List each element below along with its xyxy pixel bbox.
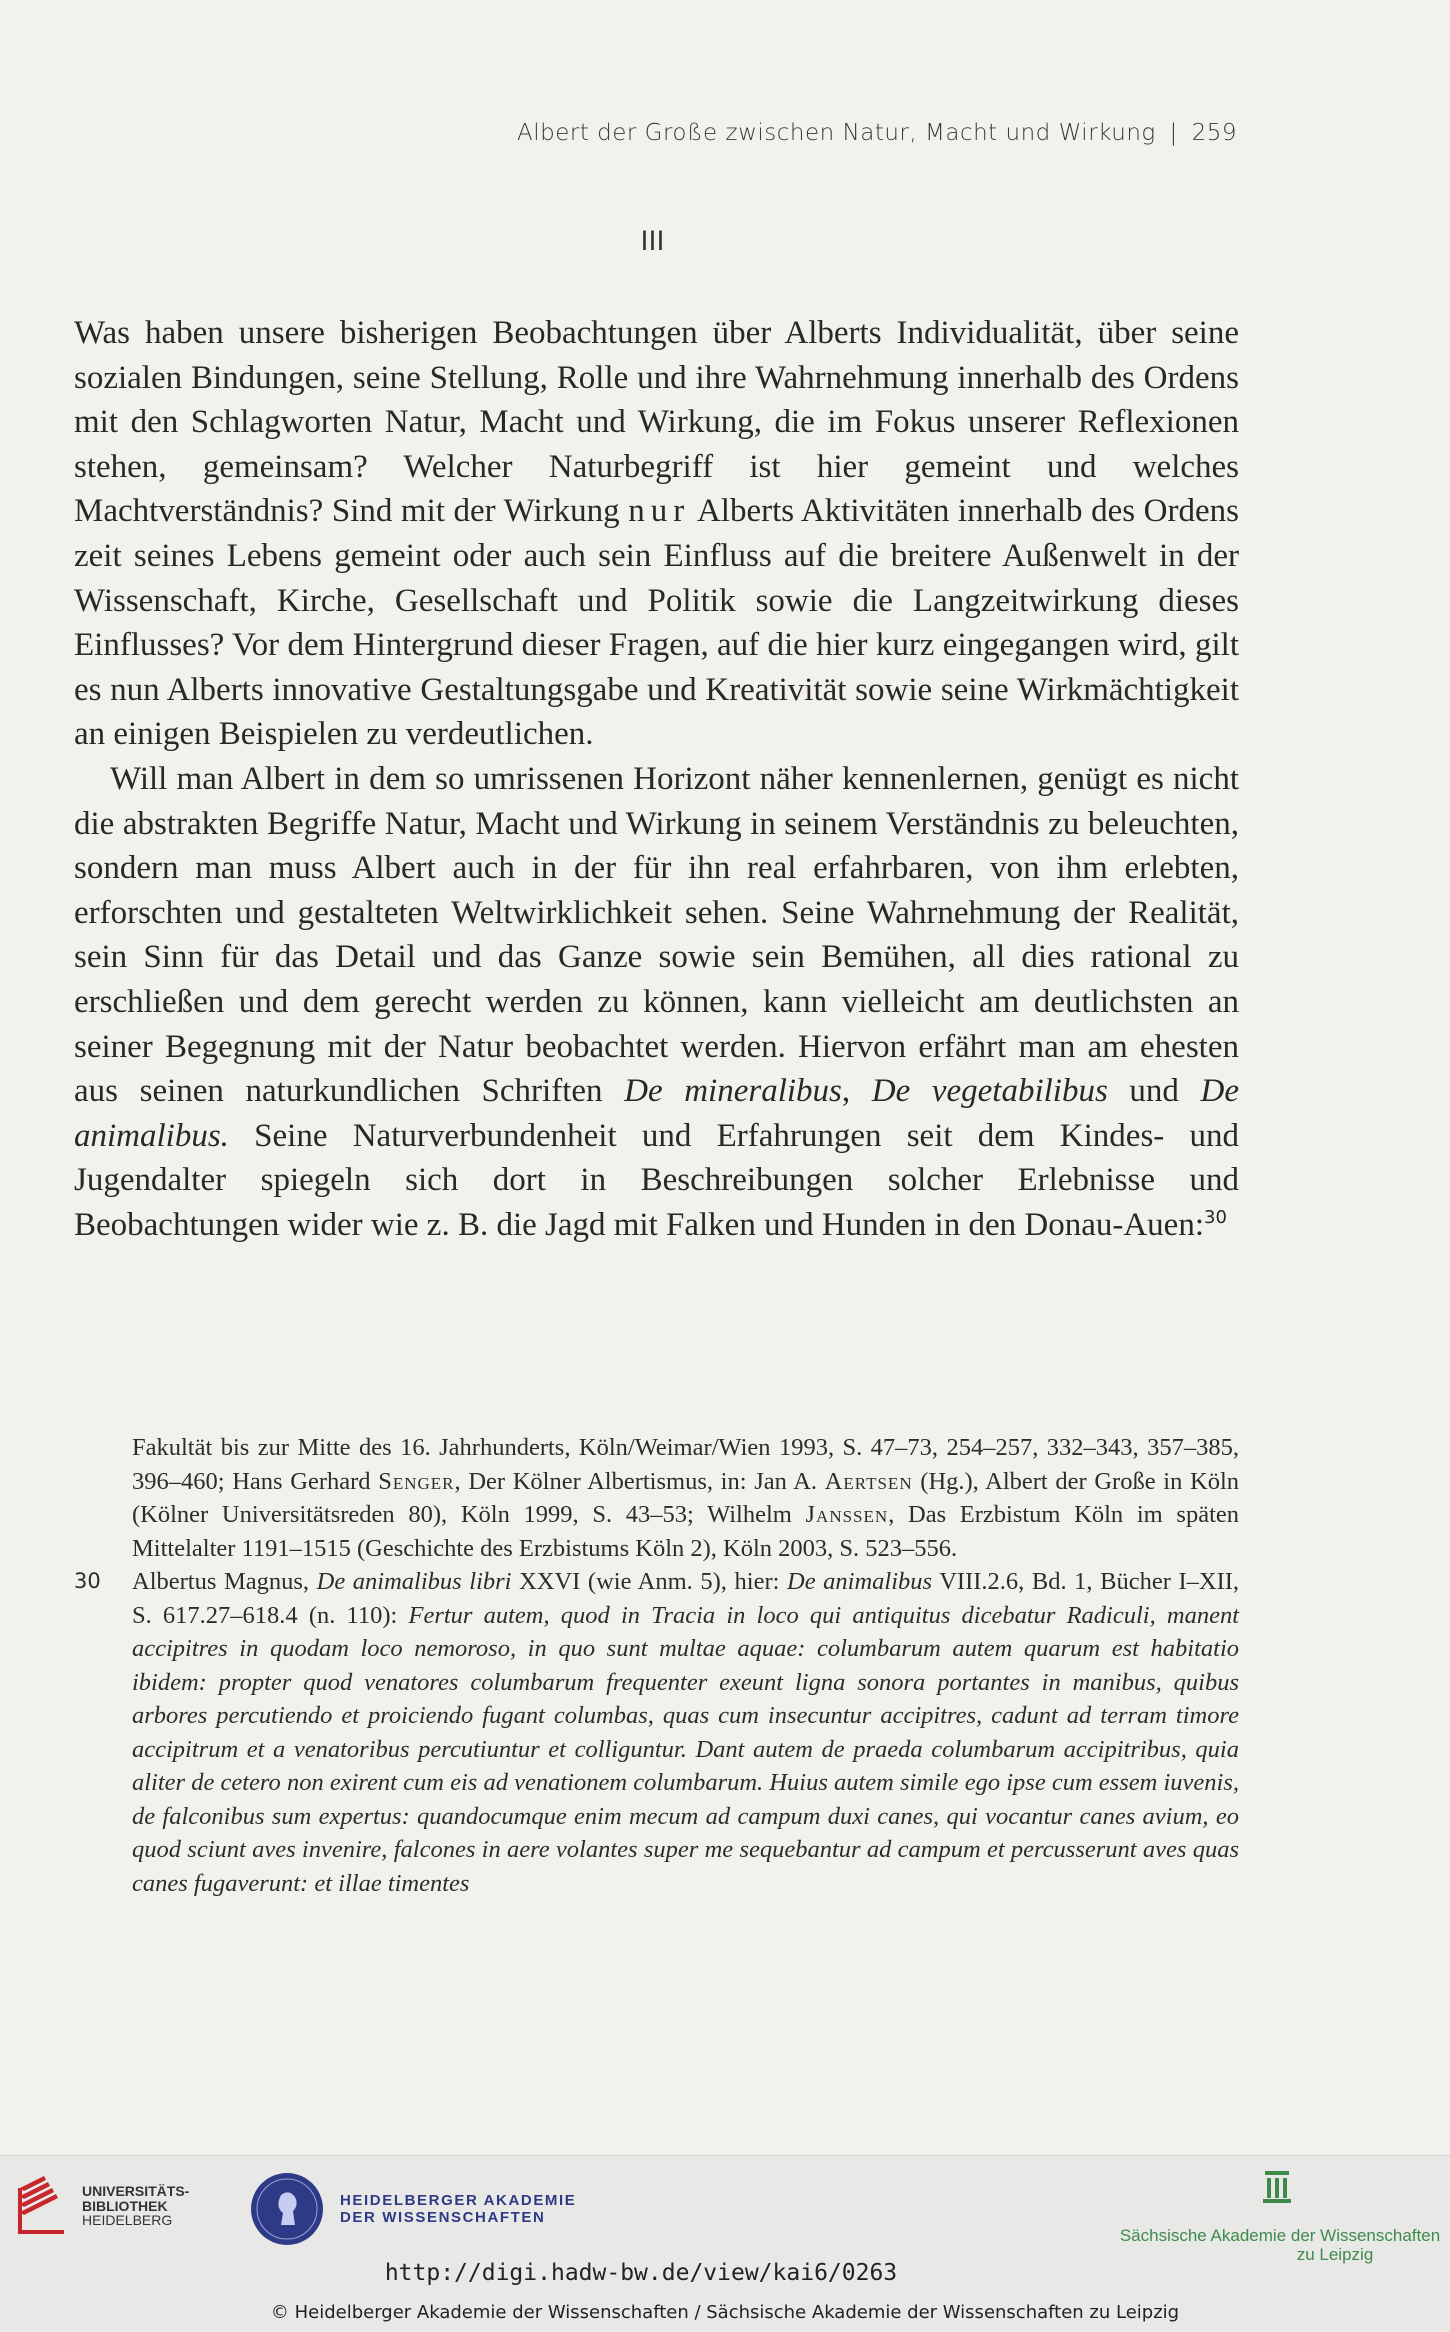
paragraph-2-part-b: Seine Naturverbundenheit und Erfahrungen seit dem Kindes- und Jugendalter spiegeln sich dort in Beschreibungen solcher Erlebnisse und Beobachtungen wider wie z. B. die Jagd mit Falken und Hunden in den Donau-Auen: — [74, 1117, 1240, 1243]
work-title: De mineralibus — [624, 1073, 842, 1110]
footnote-text: VIII.2.6, Bd. 1, Bücher I–XII, S. 617.27–618.4 (n. 110): — [132, 1568, 1240, 1629]
footnotes — [74, 1431, 1239, 1900]
hadw-line-1: HEIDELBERGER AKADEMIE — [340, 2192, 577, 2209]
ub-line-1: UNIVERSITÄTS- — [82, 2183, 190, 2199]
footnote-continuation — [74, 1431, 1239, 1565]
footnote-number: 30 — [74, 1569, 101, 1593]
viewer-footer — [0, 2155, 1450, 2332]
header-separator: | — [1169, 120, 1178, 146]
work-title: De vegetabilibus — [871, 1073, 1108, 1110]
hadw-wordmark[interactable] — [340, 2192, 576, 2226]
ub-line-3: HEIDELBERG — [82, 2212, 173, 2228]
punctuation: , — [841, 1073, 851, 1110]
page-number: 259 — [1191, 120, 1237, 146]
hadw-seal-icon[interactable] — [251, 2173, 323, 2245]
author-name: Aertsen — [824, 1467, 913, 1495]
paragraph-1-part-b: Alberts Aktivitäten innerhalb des Ordens zeit seines Lebens gemeint oder auch sein Einfluss auf die breitere Außenwelt in der Wissenschaft, Kirche, Gesellschaft und Politik sowie die Langzeitwirkung dieses Einflusses? Vor dem Hintergrund dieser Fragen, auf die hier kurz eingegangen wird, gilt es nun Alberts innovative Gestaltungsgabe und Kreativität sowie seine Wirkmächtigkeit an einigen Beispielen zu verdeutlichen. — [74, 493, 1239, 753]
copyright-notice: © Heidelberger Akademie der Wissenschaften / Sächsische Akademie der Wissenschaften zu Leipzig — [270, 2302, 1180, 2323]
footnote-text: Fakultät bis zur Mitte des 16. Jahrhunderts, Köln/Weimar/Wien 1993, S. 47–73, 254–257, 332–343, 357–385, 396–460; Hans Gerhard — [132, 1434, 1239, 1495]
work-title: De animalibus. — [74, 1073, 1239, 1154]
saxon-line-1: Sächsische Akademie der Wissenschaften — [1119, 2226, 1441, 2245]
running-title: Albert der Große zwischen Natur, Macht und Wirkung — [516, 120, 1156, 146]
work-title: De animalibus libri — [316, 1568, 512, 1595]
conjunction: und — [1129, 1073, 1179, 1110]
footnote-text: , Der Kölner Albertismus, in: Jan A. — [454, 1467, 818, 1495]
author-name: Janssen — [805, 1501, 889, 1528]
footnote-30 — [74, 1565, 1239, 1900]
footnote-reference-30[interactable]: 30 — [1204, 1206, 1227, 1228]
saxon-academy-building-icon[interactable] — [1262, 2171, 1292, 2203]
work-title: De animalibus — [787, 1568, 933, 1595]
emphasized-word: nur — [628, 493, 691, 530]
section-number: III — [640, 226, 665, 257]
hadw-line-2: DER WISSENSCHAFTEN — [340, 2209, 546, 2226]
paragraph-2 — [74, 757, 1239, 1248]
saxon-academy-wordmark[interactable] — [1110, 2226, 1450, 2264]
footnote-text: , Das Erzbistum Köln im späten Mittelalter 1191–1515 (Geschichte des Erzbistums Köln 2), Köln 2003, S. 523–556. — [132, 1501, 1240, 1562]
latin-quotation: Fertur autem, quod in Tracia in loco qui antiquitus dicebatur Radiculi, manent accipitres in quodam loco nemoroso, in quo sunt multae aquae: columbarum autem quarum est habitatio ibidem: propter quod venatores columbarum frequenter exeunt ligna sonora portantes in manibus, quibus arbores percutiendo et proiciendo fugant columbas, quas cum insecuntur accipitres, cadunt ad terram timore accipitrum et a venatoribus percutiuntur et colliguntur. Dant autem de praeda columbarum accipitribus, quia aliter de cetero non exirent cum eis ad venationem columbarum. Huius autem simile ego ipse cum essem iuvenis, de falconibus sum expertus: quandocumque enim mecum ad campum duxi canes, qui vocantur canes avium, eo quod sciunt aves invenire, falcones in aere volantes super me sequebantur ad campum et percusserunt aves quas canes fugaverunt: et illae timentes — [132, 1601, 1240, 1897]
paragraph-1 — [74, 311, 1239, 757]
paragraph-2-part-a: Will man Albert in dem so umrissenen Horizont näher kennenlernen, genügt es nicht die abstrakten Begriffe Natur, Macht und Wirkung in seinem Verständnis zu beleuchten, sondern man muss Albert auch in der für ihn real erfahrbaren, von ihm erlebten, erforschten und gestalteten Weltwirklichkeit sehen. Seine Wahrnehmung der Realität, sein Sinn für das Detail und das Ganze sowie sein Bemühen, all dies rational zu erschließen und dem gerecht werden zu können, kann vielleicht am deutlichsten an seiner Begegnung mit der Natur beobachtet werden. Hiervon erfährt man am ehesten aus seinen naturkundlichen Schriften — [74, 760, 1239, 1110]
permalink-url[interactable]: http://digi.hadw-bw.de/view/kai6/0263 — [384, 2260, 898, 2286]
ub-heidelberg-logo-icon[interactable] — [14, 2174, 70, 2236]
footnote-text: (Hg.), Albert der Große in Köln (Kölner Universitätsreden 80), Köln 1999, S. 43–53; Wilhelm — [132, 1467, 1240, 1528]
saxon-line-2: zu Leipzig — [1296, 2245, 1374, 2264]
footnote-text: Albertus Magnus, — [132, 1568, 310, 1595]
ub-line-2: BIBLIOTHEK — [82, 2197, 168, 2214]
body-text — [74, 311, 1239, 1247]
footnote-text: XXVI (wie Anm. 5), hier: — [519, 1568, 780, 1595]
ub-heidelberg-wordmark[interactable] — [82, 2184, 189, 2228]
paragraph-1-part-a: Was haben unsere bisherigen Beobachtungen über Alberts Individualität, über seine sozialen Bindungen, seine Stellung, Rolle und ihre Wahrnehmung innerhalb des Ordens mit den Schlagworten Natur, Macht und Wirkung, die im Fokus unserer Reflexionen stehen, gemeinsam? Welcher Naturbegriff ist hier gemeint und welches Machtverständnis? Sind mit der Wirkung — [74, 315, 1239, 530]
running-header — [517, 120, 1237, 146]
author-name: Senger — [378, 1467, 455, 1495]
